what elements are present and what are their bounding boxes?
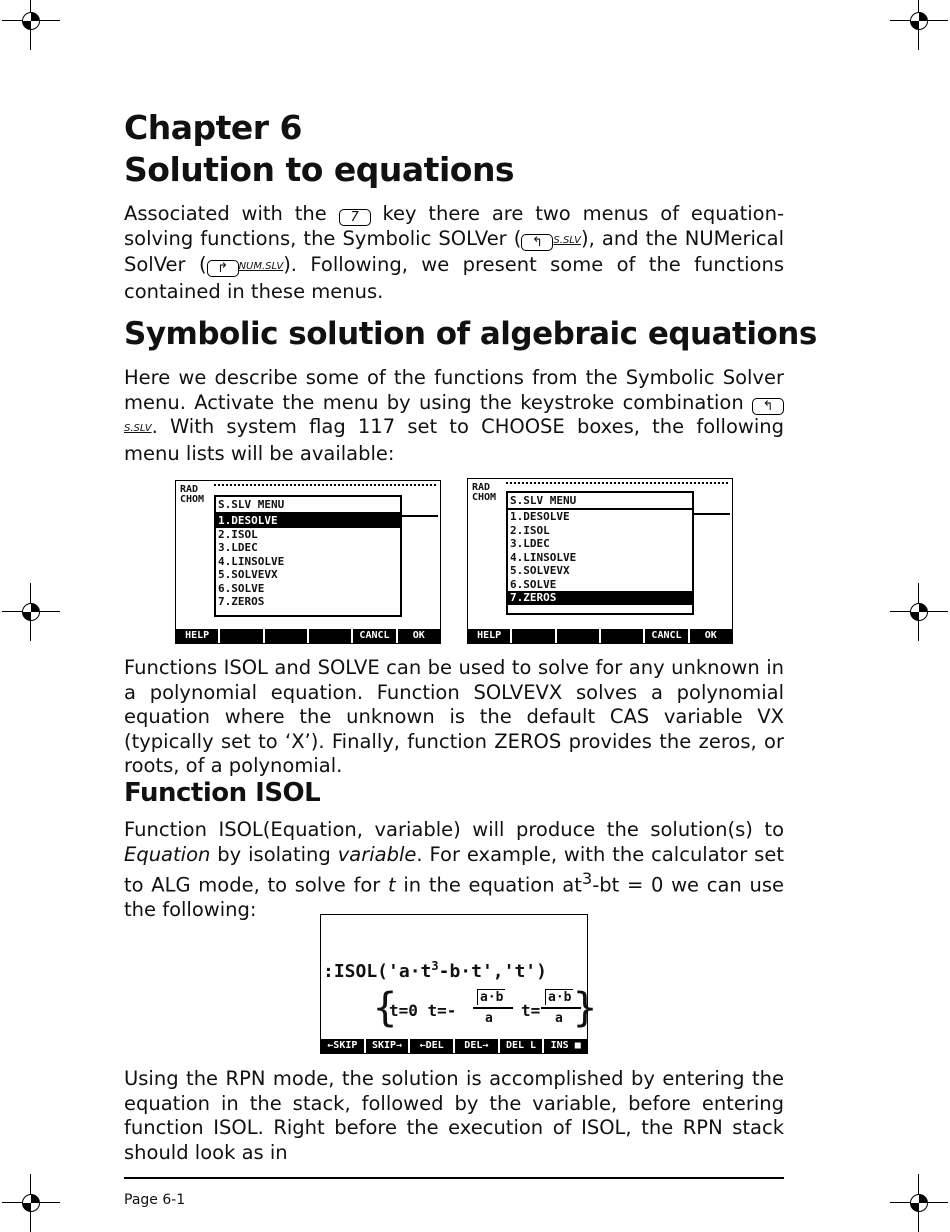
section-title-symbolic: Symbolic solution of algebraic equations xyxy=(124,316,817,352)
menu-item-solvevx-2[interactable]: 5.SOLVEVX xyxy=(510,564,570,577)
softkey-cancel[interactable]: CANCL xyxy=(351,629,395,643)
softkey-ok[interactable]: OK xyxy=(396,629,440,643)
footer-rule xyxy=(124,1177,784,1179)
registration-mark-mid-left xyxy=(16,597,46,627)
isol-paragraph: Function ISOL(Equation, variable) will produce the solution(s) to Equation by isolating variable. For example, with the calculator set to ALG mode, to solve for t in the equation $at^3-bt = 0$ we can use the following: xyxy=(124,818,784,922)
menu-item-desolve[interactable]: 1.DESOLVE xyxy=(216,514,400,528)
softkey-del-right[interactable]: DEL→ xyxy=(453,1039,498,1053)
softkey-skip-left[interactable]: ←SKIP xyxy=(327,1040,358,1051)
menu-item-solve-2[interactable]: 6.SOLVE xyxy=(510,577,557,591)
menu-item-linsolve-2[interactable]: 4.LINSOLVE xyxy=(510,550,577,564)
menu-item-isol[interactable]: 2.ISOL xyxy=(218,527,258,541)
section-title-isol: Function ISOL xyxy=(124,778,321,808)
softkey-del-line[interactable]: DEL L xyxy=(498,1039,543,1053)
menu-item-zeros-2[interactable]: 7.ZEROS xyxy=(508,591,692,605)
sslv-label: S.SLV xyxy=(553,234,581,246)
sslv-menu-box xyxy=(214,495,402,617)
menu-item-zeros[interactable]: 7.ZEROS xyxy=(218,595,265,608)
right-shift-key: ↱ xyxy=(207,260,239,277)
lcd-status-2: RAD CHOM xyxy=(472,482,497,503)
key-7: 7 xyxy=(339,209,371,226)
softkey-ins[interactable]: INS ■ xyxy=(542,1039,587,1053)
softkey-del-left[interactable]: ←DEL xyxy=(408,1039,453,1053)
registration-mark-mid-right xyxy=(904,597,934,627)
menu-item-solve[interactable]: 6.SOLVE xyxy=(218,581,265,595)
sslv-menu-box-2 xyxy=(506,491,694,615)
menu-item-solvevx[interactable]: 5.SOLVEVX xyxy=(218,568,278,581)
softkey-blank-1[interactable] xyxy=(218,629,262,643)
chapter-title: Solution to equations xyxy=(124,150,515,189)
menu-item-desolve-2[interactable]: 1.DESOLVE xyxy=(510,510,570,523)
menu-title: S.SLV MENU xyxy=(216,497,400,514)
rpn-paragraph: Using the RPN mode, the solution is accomplished by entering the equation in the stack, followed by the variable, before entering function ISOL. Right before the execution of ISOL, the RPN stack should look as in xyxy=(124,1067,784,1164)
registration-mark-bottom-right xyxy=(904,1188,934,1218)
sqrt-expression-2: a·b xyxy=(545,989,573,1005)
functions-paragraph: Functions ISOL and SOLVE can be used to solve for any unknown in a polynomial equation. Function SOLVEVX solves a polynomial equation where the unknown is the default CAS variable VX (typically set to ‘X’). Finally, function ZEROS provides the zeros, or roots, of a polynomial. xyxy=(124,656,784,778)
softkey-bar xyxy=(176,629,440,643)
softkey-blank-3-2[interactable] xyxy=(599,629,643,643)
registration-mark-bottom-left xyxy=(16,1188,46,1218)
isol-result: { t=0 t=- a·b a t= a·b a } xyxy=(373,985,598,1031)
page-number: Page 6-1 xyxy=(124,1192,186,1208)
symbolic-paragraph: Here we describe some of the functions from the Symbolic Solver menu. Activate the menu by using the keystroke combination ↰$^{S.SLV}$. With system flag 117 set to CHOOSE boxes, the following menu lists will be available: xyxy=(124,366,784,465)
softkey-help-2[interactable]: HELP xyxy=(477,630,502,641)
sqrt-expression-1: a·b xyxy=(477,989,505,1005)
registration-mark-top-left xyxy=(16,6,46,36)
left-shift-key-2: ↰ xyxy=(752,398,784,415)
softkey-ok-2[interactable]: OK xyxy=(688,629,732,643)
registration-mark-top-right xyxy=(904,6,934,36)
softkey-bar-3 xyxy=(321,1039,587,1053)
intro-paragraph: Associated with the 7 key there are two menus of equation-solving functions, the Symbolic SOLVer ( ↰ $^{S.SLV}$), and the NUMerical SolVer ( ↱ $^{NUM.SLV}$). Following, we present some of the functions contained in these menus. xyxy=(124,202,784,303)
softkey-blank-3[interactable] xyxy=(307,629,351,643)
calc-screen-isol xyxy=(320,914,598,1054)
softkey-help[interactable]: HELP xyxy=(185,630,210,641)
left-shift-key: ↰ xyxy=(521,234,553,251)
menu-item-ldec-2[interactable]: 3.LDEC xyxy=(510,537,550,550)
softkey-bar-2 xyxy=(468,629,732,643)
softkey-blank-2-2[interactable] xyxy=(555,629,599,643)
menu-item-linsolve[interactable]: 4.LINSOLVE xyxy=(218,554,285,568)
calc-screen-zeros xyxy=(467,478,733,644)
calc-screen-desolve xyxy=(175,480,441,644)
sslv-label-2: S.SLV xyxy=(124,423,152,435)
softkey-blank-2[interactable] xyxy=(263,629,307,643)
softkey-skip-right[interactable]: SKIP→ xyxy=(364,1039,409,1053)
menu-item-ldec[interactable]: 3.LDEC xyxy=(218,541,258,554)
softkey-blank-1-2[interactable] xyxy=(510,629,554,643)
isol-input-line: $:ISOL('a\cdot t^3-b\cdot t','t')$ xyxy=(323,959,547,982)
numslv-label: NUM.SLV xyxy=(238,261,284,273)
menu-title-2: S.SLV MENU xyxy=(508,493,692,510)
lcd-status: RAD CHOM xyxy=(180,484,205,505)
softkey-cancel-2[interactable]: CANCL xyxy=(643,629,687,643)
chapter-number: Chapter 6 xyxy=(124,108,302,147)
menu-item-isol-2[interactable]: 2.ISOL xyxy=(510,523,550,537)
